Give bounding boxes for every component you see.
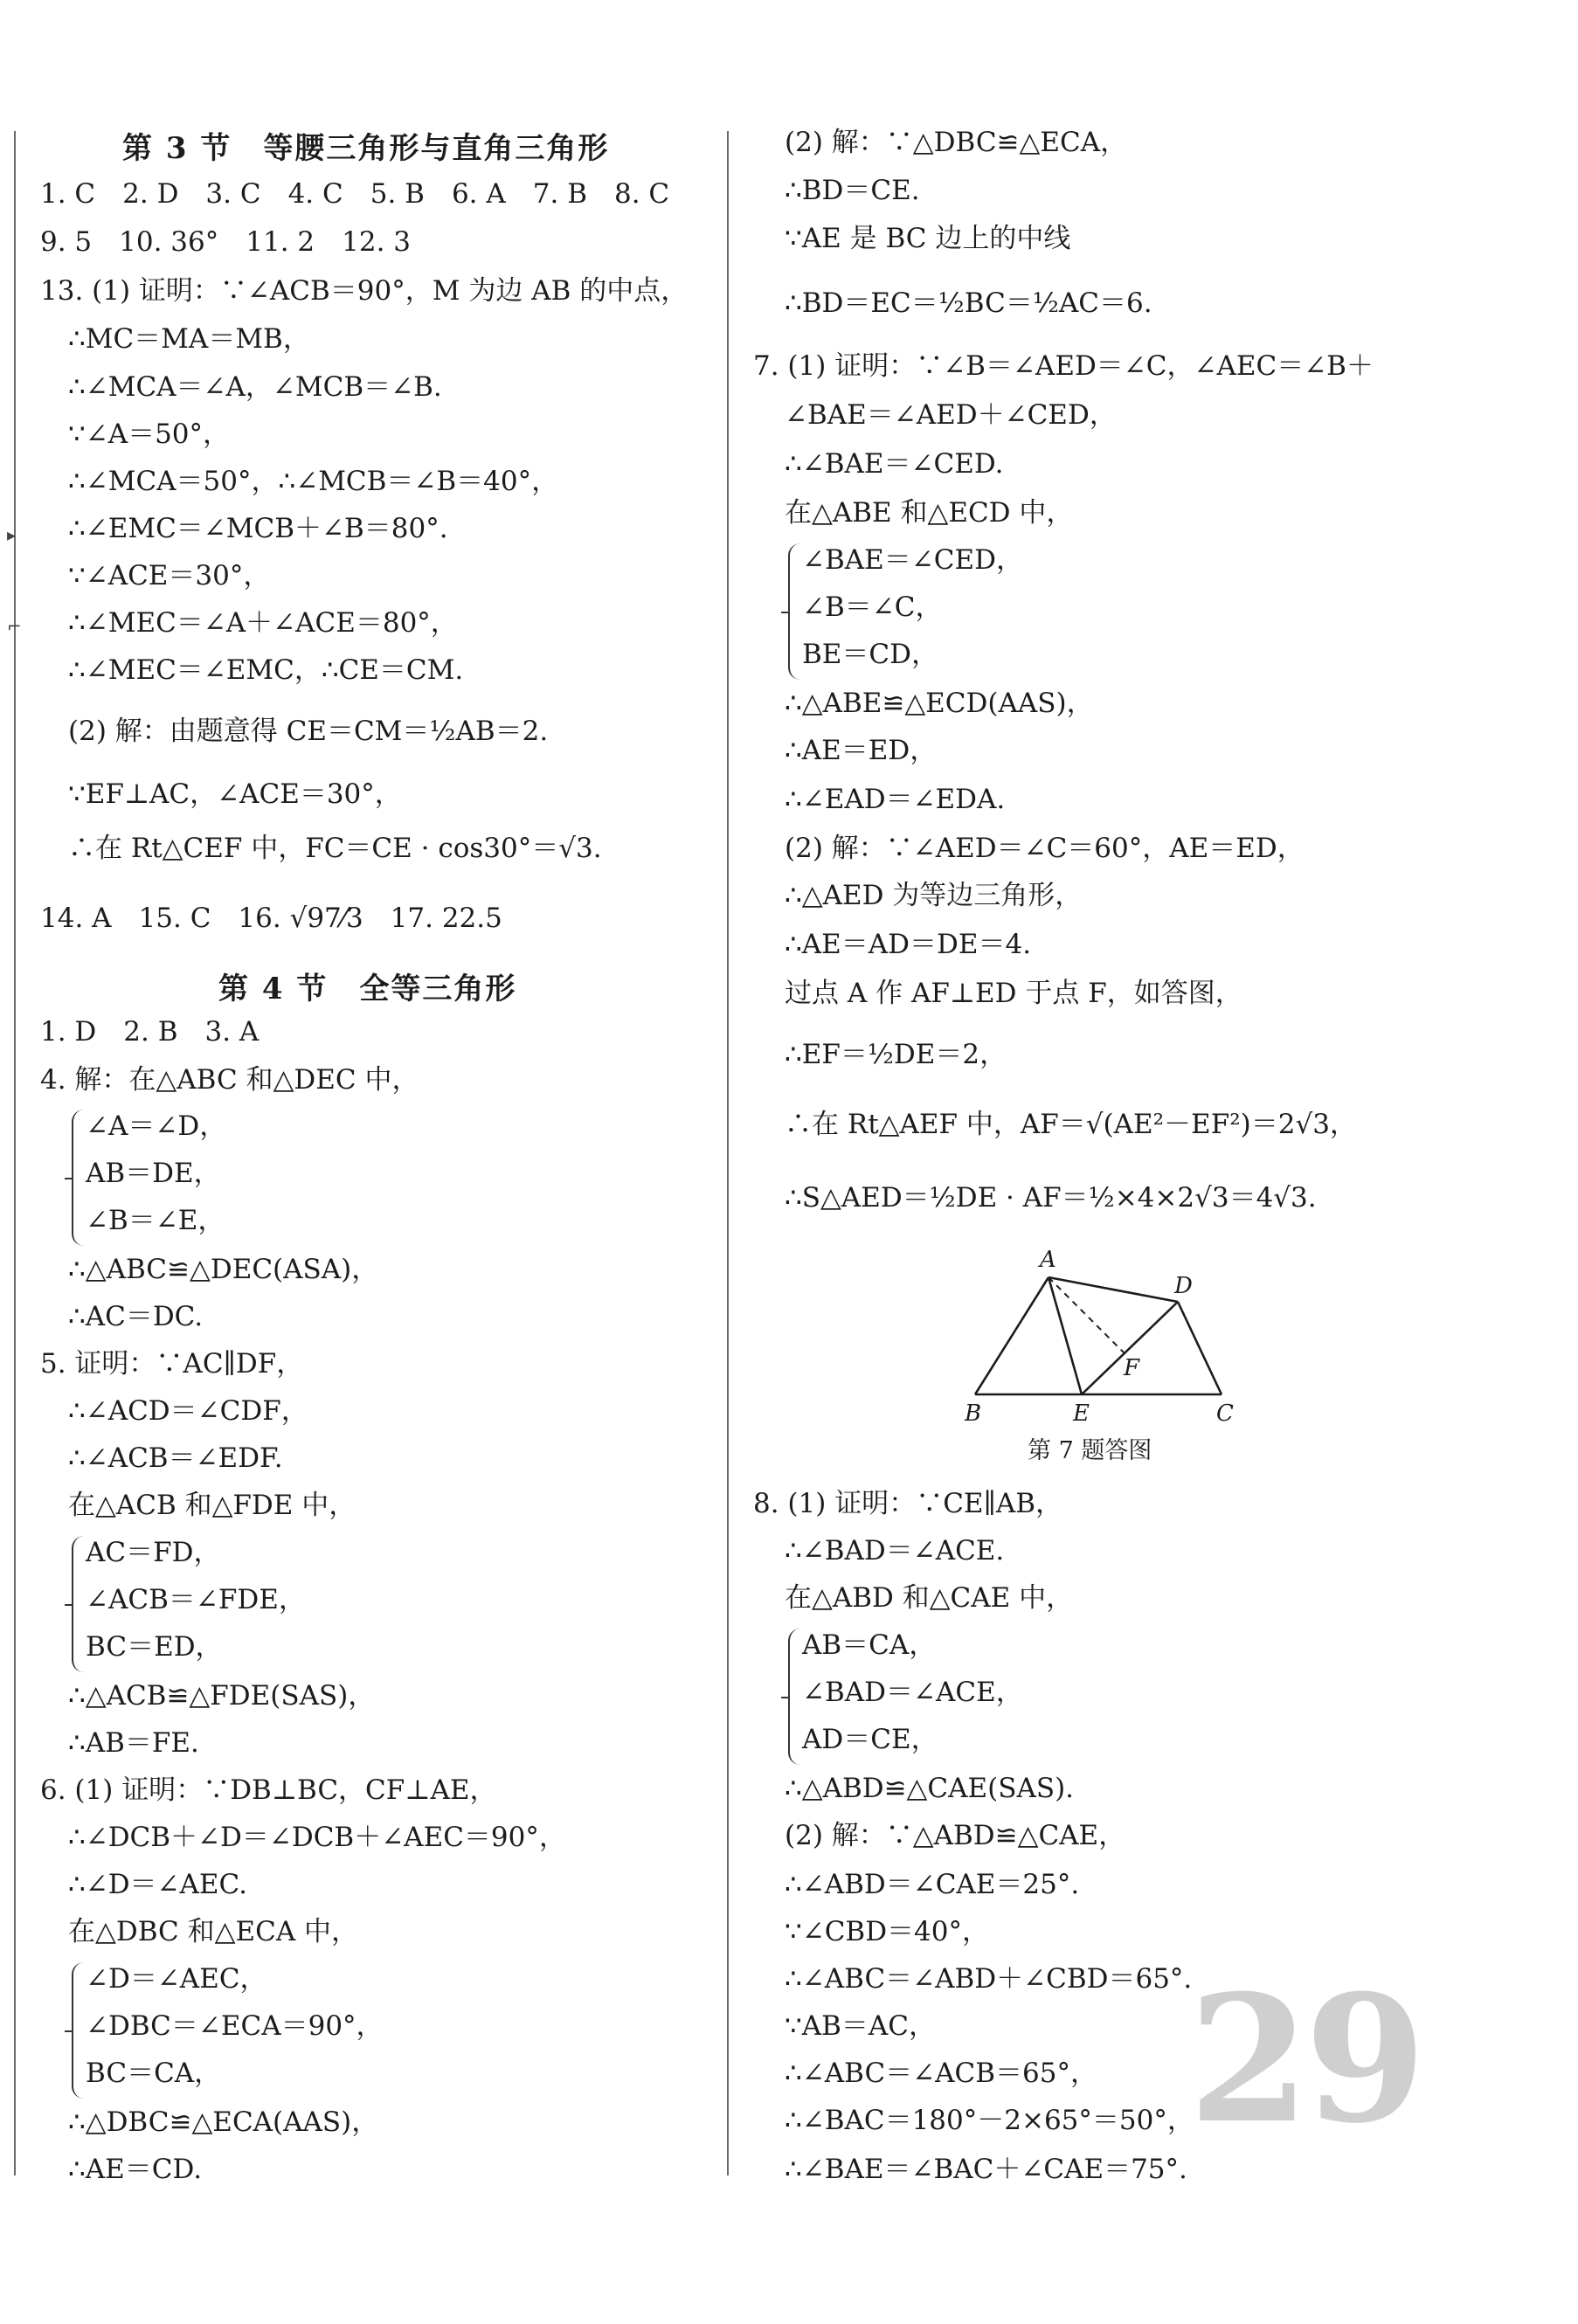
section-3-title: 第 3 节 等腰三角形与直角三角形	[122, 131, 610, 166]
q7-line: ∠BAE＝∠CED，	[802, 544, 1023, 576]
q6-line: ∴∠DCB＋∠D＝∠DCB＋∠AEC＝90°，	[68, 1822, 566, 1853]
q8-line: AB＝CA，	[802, 1629, 937, 1661]
q6-line: ∴△DBC≌△ECA(AAS)，	[68, 2106, 379, 2138]
q7-line: ∴∠BAE＝∠CED.	[785, 448, 1004, 480]
system-brace	[72, 1110, 86, 1246]
q13-line: ∴MC＝MA＝MB，	[68, 323, 310, 355]
q7-line: ∴∠EAD＝∠EDA.	[785, 784, 1006, 815]
q6-line: BC＝CA，	[86, 2058, 222, 2089]
point-label-d: D	[1174, 1273, 1193, 1299]
q4-line: ∠A＝∠D，	[86, 1110, 227, 1142]
q4-line: 4. 解：在△ABC 和△DEC 中，	[40, 1064, 419, 1096]
q7-line: ∴△AED 为等边三角形，	[785, 880, 1083, 911]
system-brace	[788, 543, 802, 680]
q5-line: 在△ACB 和△FDE 中，	[68, 1490, 356, 1521]
q7-line: ∠BAE＝∠AED＋∠CED，	[785, 399, 1117, 431]
binding-mark: ⌐	[7, 616, 22, 637]
q4-line: AB＝DE，	[86, 1158, 221, 1189]
q6-line: 在△DBC 和△ECA 中，	[68, 1916, 359, 1947]
column-divider	[727, 131, 729, 2175]
system-brace	[788, 1629, 802, 1765]
q7-line: 过点 A 作 AF⊥ED 于点 F，如答图，	[785, 978, 1242, 1009]
q4-line: ∴AC＝DC.	[68, 1301, 204, 1332]
point-label-f: F	[1124, 1355, 1140, 1381]
q13-line: ∵∠ACE＝30°，	[68, 560, 271, 591]
q5-line: ∴△ACB≌△FDE(SAS)，	[68, 1680, 376, 1712]
q6-line: ∴∠D＝∠AEC.	[68, 1869, 248, 1900]
q8-line: 8. (1) 证明：∵CE∥AB，	[753, 1488, 1063, 1519]
q8-line: 在△ABD 和△CAE 中，	[785, 1582, 1074, 1614]
q13-line: ∴∠MEC＝∠A＋∠ACE＝80°，	[68, 607, 458, 639]
q8-line: ∵AB＝AC，	[785, 2010, 936, 2042]
point-label-c: C	[1216, 1401, 1234, 1427]
q5-line: ∴∠ACB＝∠EDF.	[68, 1442, 283, 1474]
q5-line: ∴AB＝FE.	[68, 1727, 199, 1759]
point-label-e: E	[1073, 1401, 1090, 1427]
q6-part2-line: ∵AE 是 BC 边上的中线	[785, 223, 1071, 254]
segment-ab	[975, 1277, 1049, 1394]
answers-row: 1. D 2. B 3. A	[40, 1016, 260, 1048]
system-brace	[72, 1962, 86, 2099]
q6-line: ∠DBC＝∠ECA＝90°，	[86, 2010, 384, 2042]
q8-line: ∴∠ABC＝∠ACB＝65°，	[785, 2058, 1097, 2089]
q7-line: 7. (1) 证明：∵∠B＝∠AED＝∠C，∠AEC＝∠B＋	[753, 350, 1374, 382]
q7-line: ∴AE＝AD＝DE＝4.	[785, 929, 1032, 960]
answers-row: 9. 5 10. 36° 11. 2 12. 3	[40, 226, 412, 258]
q13-line: (2) 解：由题意得 CE＝CM＝½AB＝2.	[68, 716, 549, 747]
binding-mark: ▸	[7, 524, 17, 545]
q8-line: ∴∠ABD＝∠CAE＝25°.	[785, 1869, 1080, 1900]
figure-caption: 第 7 题答图	[1028, 1437, 1152, 1464]
q8-line: ∴∠ABC＝∠ABD＋∠CBD＝65°.	[785, 1963, 1193, 1995]
q7-line: ∴在 Rt△AEF 中，AF＝√(AE²－EF²)＝2√3，	[785, 1109, 1357, 1140]
q13-line: ∵∠A＝50°，	[68, 418, 231, 450]
system-brace	[72, 1536, 86, 1672]
q4-line: ∴△ABC≌△DEC(ASA)，	[68, 1254, 379, 1285]
q5-line: ∴∠ACD＝∠CDF，	[68, 1395, 308, 1427]
q7-line: ∴AE＝ED，	[785, 735, 938, 766]
q7-diagram	[961, 1241, 1258, 1442]
q5-line: ∠ACB＝∠FDE，	[86, 1584, 306, 1615]
answers-row: 1. C 2. D 3. C 4. C 5. B 6. A 7. B 8. C	[40, 178, 670, 210]
q13-line: ∵EF⊥AC，∠ACE＝30°，	[68, 778, 402, 810]
q7-line: ∴△ABE≌△ECD(AAS)，	[785, 688, 1094, 719]
q6-line: ∠D＝∠AEC，	[86, 1963, 267, 1995]
segment-ad	[1049, 1277, 1178, 1302]
answers-row: 14. A 15. C 16. √97⁄3 17. 22.5	[40, 903, 502, 934]
q13-line: ∴∠MCA＝50°，∴∠MCB＝∠B＝40°，	[68, 466, 559, 497]
q7-line: BE＝CD，	[802, 639, 938, 670]
q7-line: 在△ABE 和△ECD 中，	[785, 497, 1074, 529]
page-number: 29	[1188, 1957, 1422, 2162]
left-margin-rule	[14, 131, 16, 2175]
q8-line: ∴△ABD≌△CAE(SAS).	[785, 1773, 1075, 1804]
point-label-a: A	[1040, 1247, 1056, 1273]
q6-line: 6. (1) 证明：∵DB⊥BC，CF⊥AE，	[40, 1774, 497, 1806]
q5-line: 5. 证明：∵AC∥DF，	[40, 1348, 304, 1380]
q4-line: ∠B＝∠E，	[86, 1205, 225, 1236]
q6-part2-line: ∴BD＝EC＝½BC＝½AC＝6.	[785, 287, 1152, 319]
q7-line: ∴EF＝½DE＝2，	[785, 1039, 1007, 1070]
q7-line: (2) 解：∵∠AED＝∠C＝60°，AE＝ED，	[785, 833, 1305, 864]
q8-line: ∴∠BAC＝180°－2×65°＝50°，	[785, 2105, 1194, 2136]
q13-line: 13. (1) 证明：∵∠ACB＝90°，M 为边 AB 的中点，	[40, 275, 689, 307]
q7-line: ∠B＝∠C，	[802, 591, 943, 623]
q13-line: ∴∠MCA＝∠A，∠MCB＝∠B.	[68, 371, 442, 403]
q6-line: ∴AE＝CD.	[68, 2154, 203, 2185]
section-4-title: 第 4 节 全等三角形	[218, 972, 517, 1006]
q13-line: ∴在 Rt△CEF 中，FC＝CE · cos30°＝√3.	[68, 833, 602, 864]
q5-line: BC＝ED，	[86, 1631, 223, 1663]
q8-line: (2) 解：∵△ABD≌△CAE，	[785, 1820, 1126, 1851]
q5-line: AC＝FD，	[86, 1537, 221, 1568]
q8-line: ∴∠BAE＝∠BAC＋∠CAE＝75°.	[785, 2154, 1187, 2185]
point-label-b: B	[965, 1401, 982, 1427]
q8-line: AD＝CE，	[802, 1724, 938, 1755]
q13-line: ∴∠EMC＝∠MCB＋∠B＝80°.	[68, 513, 448, 544]
q13-line: ∴∠MEC＝∠EMC，∴CE＝CM.	[68, 654, 464, 686]
q6-part2-line: ∴BD＝CE.	[785, 175, 920, 206]
q8-line: ∠BAD＝∠ACE，	[802, 1677, 1023, 1708]
q6-part2-line: (2) 解：∵△DBC≌△ECA，	[785, 127, 1128, 158]
segment-dc	[1178, 1302, 1222, 1394]
q8-line: ∵∠CBD＝40°，	[785, 1916, 989, 1947]
q8-line: ∴∠BAD＝∠ACE.	[785, 1535, 1005, 1567]
q7-line: ∴S△AED＝½DE · AF＝½×4×2√3＝4√3.	[785, 1182, 1317, 1214]
